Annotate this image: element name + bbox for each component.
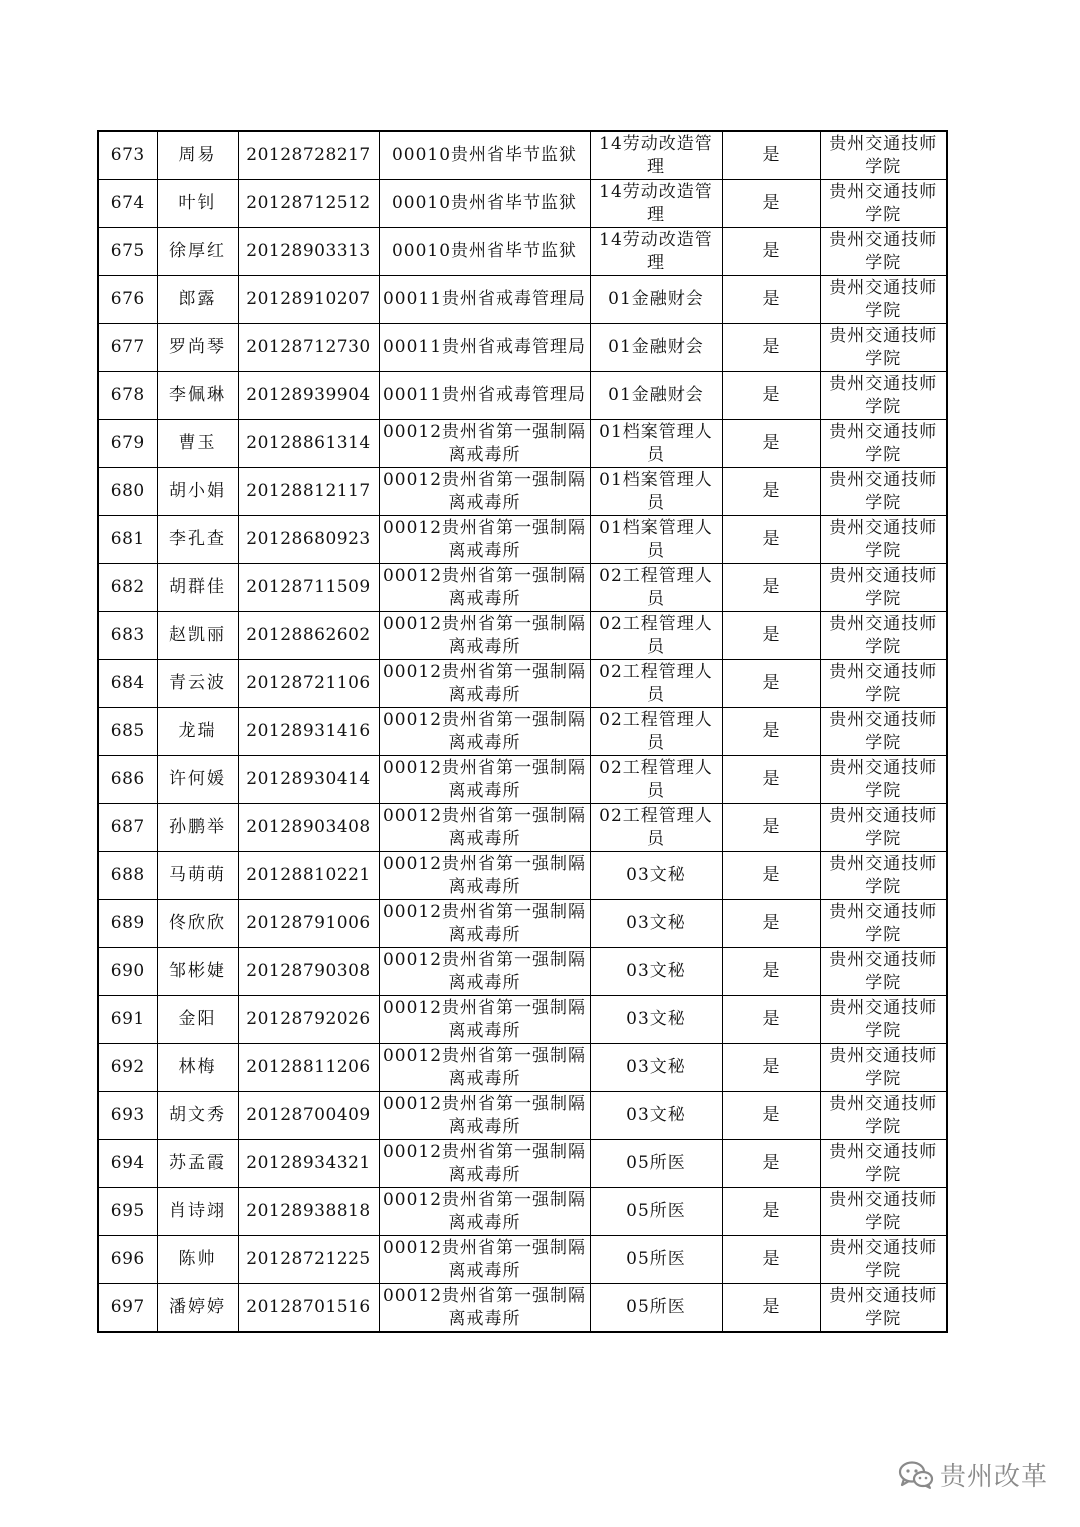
position-cell: 03文秘 bbox=[590, 948, 722, 996]
table-row bbox=[98, 1092, 947, 1140]
position-cell: 02工程管理人员 bbox=[590, 756, 722, 804]
passed-cell: 是 bbox=[722, 564, 820, 612]
school-cell: 贵州交通技师学院 bbox=[820, 804, 947, 852]
name-cell: 潘婷婷 bbox=[157, 1284, 238, 1333]
row-number-cell: 676 bbox=[98, 276, 157, 324]
row-number-cell: 692 bbox=[98, 1044, 157, 1092]
name-cell: 肖诗翊 bbox=[157, 1188, 238, 1236]
table-row bbox=[98, 276, 947, 324]
table-row bbox=[98, 612, 947, 660]
school-cell: 贵州交通技师学院 bbox=[820, 1236, 947, 1284]
passed-cell: 是 bbox=[722, 804, 820, 852]
school-cell: 贵州交通技师学院 bbox=[820, 420, 947, 468]
table-row bbox=[98, 996, 947, 1044]
exam-id-cell: 20128792026 bbox=[238, 996, 379, 1044]
table-row bbox=[98, 1140, 947, 1188]
agency-cell: 00012贵州省第一强制隔离戒毒所 bbox=[379, 852, 590, 900]
agency-cell: 00012贵州省第一强制隔离戒毒所 bbox=[379, 564, 590, 612]
exam-id-cell: 20128862602 bbox=[238, 612, 379, 660]
agency-cell: 00012贵州省第一强制隔离戒毒所 bbox=[379, 708, 590, 756]
row-number-cell: 687 bbox=[98, 804, 157, 852]
passed-cell: 是 bbox=[722, 900, 820, 948]
table-row bbox=[98, 1236, 947, 1284]
watermark bbox=[898, 1456, 1048, 1493]
name-cell: 郎露 bbox=[157, 276, 238, 324]
table-row bbox=[98, 468, 947, 516]
exam-id-cell: 20128939904 bbox=[238, 372, 379, 420]
agency-cell: 00012贵州省第一强制隔离戒毒所 bbox=[379, 468, 590, 516]
row-number-cell: 693 bbox=[98, 1092, 157, 1140]
name-cell: 曹玉 bbox=[157, 420, 238, 468]
exam-id-cell: 20128728217 bbox=[238, 131, 379, 180]
agency-cell: 00010贵州省毕节监狱 bbox=[379, 131, 590, 180]
school-cell: 贵州交通技师学院 bbox=[820, 324, 947, 372]
school-cell: 贵州交通技师学院 bbox=[820, 180, 947, 228]
passed-cell: 是 bbox=[722, 660, 820, 708]
row-number-cell: 675 bbox=[98, 228, 157, 276]
exam-id-cell: 20128903313 bbox=[238, 228, 379, 276]
row-number-cell: 688 bbox=[98, 852, 157, 900]
row-number-cell: 691 bbox=[98, 996, 157, 1044]
school-cell: 贵州交通技师学院 bbox=[820, 468, 947, 516]
table-row bbox=[98, 420, 947, 468]
passed-cell: 是 bbox=[722, 276, 820, 324]
passed-cell: 是 bbox=[722, 1092, 820, 1140]
table-row bbox=[98, 756, 947, 804]
name-cell: 周易 bbox=[157, 131, 238, 180]
agency-cell: 00012贵州省第一强制隔离戒毒所 bbox=[379, 660, 590, 708]
exam-id-cell: 20128810221 bbox=[238, 852, 379, 900]
school-cell: 贵州交通技师学院 bbox=[820, 612, 947, 660]
agency-cell: 00012贵州省第一强制隔离戒毒所 bbox=[379, 948, 590, 996]
row-number-cell: 684 bbox=[98, 660, 157, 708]
school-cell: 贵州交通技师学院 bbox=[820, 900, 947, 948]
row-number-cell: 678 bbox=[98, 372, 157, 420]
passed-cell: 是 bbox=[722, 996, 820, 1044]
row-number-cell: 694 bbox=[98, 1140, 157, 1188]
agency-cell: 00012贵州省第一强制隔离戒毒所 bbox=[379, 1188, 590, 1236]
row-number-cell: 690 bbox=[98, 948, 157, 996]
row-number-cell: 683 bbox=[98, 612, 157, 660]
school-cell: 贵州交通技师学院 bbox=[820, 1092, 947, 1140]
agency-cell: 00010贵州省毕节监狱 bbox=[379, 228, 590, 276]
row-number-cell: 681 bbox=[98, 516, 157, 564]
exam-id-cell: 20128721225 bbox=[238, 1236, 379, 1284]
name-cell: 李孔查 bbox=[157, 516, 238, 564]
row-number-cell: 677 bbox=[98, 324, 157, 372]
agency-cell: 00012贵州省第一强制隔离戒毒所 bbox=[379, 1236, 590, 1284]
exam-id-cell: 20128812117 bbox=[238, 468, 379, 516]
position-cell: 02工程管理人员 bbox=[590, 804, 722, 852]
position-cell: 03文秘 bbox=[590, 1044, 722, 1092]
name-cell: 佟欣欣 bbox=[157, 900, 238, 948]
passed-cell: 是 bbox=[722, 516, 820, 564]
row-number-cell: 679 bbox=[98, 420, 157, 468]
table-row bbox=[98, 660, 947, 708]
position-cell: 01档案管理人员 bbox=[590, 516, 722, 564]
table-row bbox=[98, 228, 947, 276]
school-cell: 贵州交通技师学院 bbox=[820, 996, 947, 1044]
table-row bbox=[98, 180, 947, 228]
agency-cell: 00011贵州省戒毒管理局 bbox=[379, 372, 590, 420]
table-row bbox=[98, 1044, 947, 1092]
position-cell: 01金融财会 bbox=[590, 276, 722, 324]
name-cell: 叶钊 bbox=[157, 180, 238, 228]
exam-id-cell: 20128938818 bbox=[238, 1188, 379, 1236]
row-number-cell: 696 bbox=[98, 1236, 157, 1284]
exam-id-cell: 20128701516 bbox=[238, 1284, 379, 1333]
passed-cell: 是 bbox=[722, 1140, 820, 1188]
row-number-cell: 697 bbox=[98, 1284, 157, 1333]
exam-id-cell: 20128711509 bbox=[238, 564, 379, 612]
passed-cell: 是 bbox=[722, 1284, 820, 1333]
row-number-cell: 673 bbox=[98, 131, 157, 180]
agency-cell: 00012贵州省第一强制隔离戒毒所 bbox=[379, 1092, 590, 1140]
exam-id-cell: 20128721106 bbox=[238, 660, 379, 708]
table-row bbox=[98, 1284, 947, 1333]
table-row bbox=[98, 372, 947, 420]
position-cell: 02工程管理人员 bbox=[590, 660, 722, 708]
exam-id-cell: 20128791006 bbox=[238, 900, 379, 948]
position-cell: 01档案管理人员 bbox=[590, 420, 722, 468]
position-cell: 03文秘 bbox=[590, 1092, 722, 1140]
name-cell: 胡文秀 bbox=[157, 1092, 238, 1140]
school-cell: 贵州交通技师学院 bbox=[820, 1284, 947, 1333]
agency-cell: 00012贵州省第一强制隔离戒毒所 bbox=[379, 1284, 590, 1333]
school-cell: 贵州交通技师学院 bbox=[820, 564, 947, 612]
roster-body bbox=[98, 131, 947, 1332]
school-cell: 贵州交通技师学院 bbox=[820, 1044, 947, 1092]
position-cell: 03文秘 bbox=[590, 900, 722, 948]
passed-cell: 是 bbox=[722, 612, 820, 660]
passed-cell: 是 bbox=[722, 708, 820, 756]
position-cell: 05所医 bbox=[590, 1236, 722, 1284]
row-number-cell: 685 bbox=[98, 708, 157, 756]
watermark-text: 贵州改革 bbox=[940, 1462, 1049, 1492]
table-row bbox=[98, 1188, 947, 1236]
name-cell: 邹彬婕 bbox=[157, 948, 238, 996]
name-cell: 青云波 bbox=[157, 660, 238, 708]
position-cell: 03文秘 bbox=[590, 852, 722, 900]
position-cell: 02工程管理人员 bbox=[590, 612, 722, 660]
agency-cell: 00012贵州省第一强制隔离戒毒所 bbox=[379, 516, 590, 564]
passed-cell: 是 bbox=[722, 180, 820, 228]
name-cell: 龙瑞 bbox=[157, 708, 238, 756]
row-number-cell: 674 bbox=[98, 180, 157, 228]
exam-id-cell: 20128861314 bbox=[238, 420, 379, 468]
name-cell: 胡群佳 bbox=[157, 564, 238, 612]
name-cell: 金阳 bbox=[157, 996, 238, 1044]
table-row bbox=[98, 900, 947, 948]
agency-cell: 00012贵州省第一强制隔离戒毒所 bbox=[379, 804, 590, 852]
table-row bbox=[98, 516, 947, 564]
agency-cell: 00012贵州省第一强制隔离戒毒所 bbox=[379, 1044, 590, 1092]
passed-cell: 是 bbox=[722, 1236, 820, 1284]
row-number-cell: 682 bbox=[98, 564, 157, 612]
position-cell: 03文秘 bbox=[590, 996, 722, 1044]
school-cell: 贵州交通技师学院 bbox=[820, 228, 947, 276]
passed-cell: 是 bbox=[722, 324, 820, 372]
passed-cell: 是 bbox=[722, 1188, 820, 1236]
row-number-cell: 695 bbox=[98, 1188, 157, 1236]
school-cell: 贵州交通技师学院 bbox=[820, 131, 947, 180]
row-number-cell: 689 bbox=[98, 900, 157, 948]
position-cell: 14劳动改造管理 bbox=[590, 180, 722, 228]
position-cell: 02工程管理人员 bbox=[590, 708, 722, 756]
school-cell: 贵州交通技师学院 bbox=[820, 372, 947, 420]
passed-cell: 是 bbox=[722, 852, 820, 900]
exam-id-cell: 20128680923 bbox=[238, 516, 379, 564]
table-row bbox=[98, 708, 947, 756]
passed-cell: 是 bbox=[722, 372, 820, 420]
school-cell: 贵州交通技师学院 bbox=[820, 276, 947, 324]
school-cell: 贵州交通技师学院 bbox=[820, 756, 947, 804]
position-cell: 05所医 bbox=[590, 1140, 722, 1188]
table-row bbox=[98, 804, 947, 852]
table-row bbox=[98, 131, 947, 180]
name-cell: 罗尚琴 bbox=[157, 324, 238, 372]
school-cell: 贵州交通技师学院 bbox=[820, 516, 947, 564]
row-number-cell: 680 bbox=[98, 468, 157, 516]
passed-cell: 是 bbox=[722, 420, 820, 468]
exam-id-cell: 20128931416 bbox=[238, 708, 379, 756]
position-cell: 05所医 bbox=[590, 1284, 722, 1333]
position-cell: 01档案管理人员 bbox=[590, 468, 722, 516]
table-row bbox=[98, 948, 947, 996]
school-cell: 贵州交通技师学院 bbox=[820, 948, 947, 996]
position-cell: 01金融财会 bbox=[590, 324, 722, 372]
school-cell: 贵州交通技师学院 bbox=[820, 852, 947, 900]
agency-cell: 00011贵州省戒毒管理局 bbox=[379, 324, 590, 372]
name-cell: 林梅 bbox=[157, 1044, 238, 1092]
school-cell: 贵州交通技师学院 bbox=[820, 660, 947, 708]
exam-id-cell: 20128790308 bbox=[238, 948, 379, 996]
position-cell: 02工程管理人员 bbox=[590, 564, 722, 612]
roster-table bbox=[97, 130, 948, 1333]
agency-cell: 00012贵州省第一强制隔离戒毒所 bbox=[379, 756, 590, 804]
agency-cell: 00011贵州省戒毒管理局 bbox=[379, 276, 590, 324]
row-number-cell: 686 bbox=[98, 756, 157, 804]
agency-cell: 00012贵州省第一强制隔离戒毒所 bbox=[379, 1140, 590, 1188]
name-cell: 许何媛 bbox=[157, 756, 238, 804]
position-cell: 14劳动改造管理 bbox=[590, 131, 722, 180]
name-cell: 赵凯丽 bbox=[157, 612, 238, 660]
position-cell: 14劳动改造管理 bbox=[590, 228, 722, 276]
name-cell: 胡小娟 bbox=[157, 468, 238, 516]
school-cell: 贵州交通技师学院 bbox=[820, 708, 947, 756]
name-cell: 陈帅 bbox=[157, 1236, 238, 1284]
exam-id-cell: 20128930414 bbox=[238, 756, 379, 804]
position-cell: 01金融财会 bbox=[590, 372, 722, 420]
name-cell: 孙鹏举 bbox=[157, 804, 238, 852]
position-cell: 05所医 bbox=[590, 1188, 722, 1236]
school-cell: 贵州交通技师学院 bbox=[820, 1188, 947, 1236]
exam-id-cell: 20128903408 bbox=[238, 804, 379, 852]
table-row bbox=[98, 564, 947, 612]
exam-id-cell: 20128700409 bbox=[238, 1092, 379, 1140]
wechat-logo-icon bbox=[898, 1460, 934, 1490]
name-cell: 李佩琳 bbox=[157, 372, 238, 420]
agency-cell: 00012贵州省第一强制隔离戒毒所 bbox=[379, 420, 590, 468]
agency-cell: 00012贵州省第一强制隔离戒毒所 bbox=[379, 612, 590, 660]
exam-id-cell: 20128811206 bbox=[238, 1044, 379, 1092]
passed-cell: 是 bbox=[722, 228, 820, 276]
agency-cell: 00012贵州省第一强制隔离戒毒所 bbox=[379, 900, 590, 948]
table-row bbox=[98, 852, 947, 900]
exam-id-cell: 20128934321 bbox=[238, 1140, 379, 1188]
passed-cell: 是 bbox=[722, 131, 820, 180]
name-cell: 徐厚红 bbox=[157, 228, 238, 276]
agency-cell: 00012贵州省第一强制隔离戒毒所 bbox=[379, 996, 590, 1044]
passed-cell: 是 bbox=[722, 948, 820, 996]
passed-cell: 是 bbox=[722, 1044, 820, 1092]
exam-id-cell: 20128712512 bbox=[238, 180, 379, 228]
exam-id-cell: 20128910207 bbox=[238, 276, 379, 324]
table-row bbox=[98, 324, 947, 372]
exam-id-cell: 20128712730 bbox=[238, 324, 379, 372]
agency-cell: 00010贵州省毕节监狱 bbox=[379, 180, 590, 228]
passed-cell: 是 bbox=[722, 756, 820, 804]
passed-cell: 是 bbox=[722, 468, 820, 516]
name-cell: 马萌萌 bbox=[157, 852, 238, 900]
name-cell: 苏孟霞 bbox=[157, 1140, 238, 1188]
school-cell: 贵州交通技师学院 bbox=[820, 1140, 947, 1188]
